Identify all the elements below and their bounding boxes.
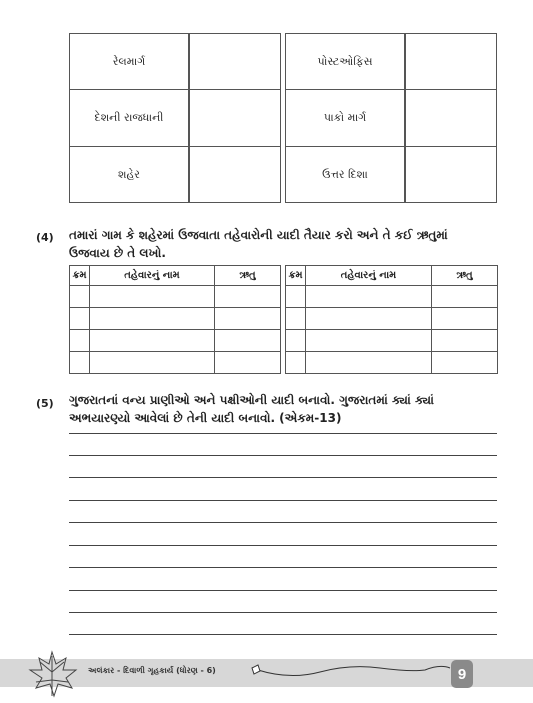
grid-blank-cell[interactable] [405, 146, 497, 203]
grid-label-cell [69, 146, 189, 203]
writing-line[interactable] [69, 455, 497, 456]
question-line: ગુજરાતનાં વન્ય પ્રાણીઓ અને પક્ષીઓની યાદી બનાવો. ગુજરાતમાં ક્યાં ક્યાં [69, 393, 434, 407]
col-header-season: ઋતુ [432, 266, 498, 286]
table-row[interactable] [70, 352, 281, 374]
writing-line[interactable] [69, 612, 497, 613]
grid-blank-cell[interactable] [189, 33, 281, 90]
writing-line[interactable] [69, 522, 497, 523]
grid-label: પોસ્ટઓફિસ [317, 54, 373, 68]
table-row[interactable] [286, 286, 498, 308]
grid-blank-cell[interactable] [405, 89, 497, 147]
col-header-festival: તહેવારનું નામ [90, 266, 215, 286]
writing-line[interactable] [69, 545, 497, 546]
question-line: ઉજવાય છે તે લખો. [69, 246, 166, 260]
maple-leaf-illustration [22, 648, 82, 700]
grid-label: દેશની રાજધાની [94, 111, 164, 124]
grid-blank-cell[interactable] [189, 146, 281, 203]
grid-label-cell [285, 89, 405, 147]
col-header-serial: ક્રમ [286, 266, 306, 286]
table-row[interactable] [286, 352, 498, 374]
writing-line[interactable] [69, 433, 497, 434]
festival-table-left [69, 265, 281, 374]
grid-label-cell [285, 146, 405, 203]
grid-label: શહેર [118, 167, 140, 181]
col-header-season: ઋતુ [215, 266, 281, 286]
writing-line[interactable] [69, 567, 497, 568]
string-phone-illustration [250, 650, 455, 690]
grid-label: રેલમાર્ગ [112, 54, 146, 68]
col-header-serial: ક્રમ [70, 266, 90, 286]
table-row[interactable] [286, 308, 498, 330]
grid-label-cell [69, 33, 189, 90]
footer-text: અલંકાર - દિવાળી ગૃહકાર્ય (ધોરણ - 6) [88, 666, 216, 675]
question-line: તમારાં ગામ કે શહેરમાં ઉજવાતા તહેવારોની યાદી તૈયાર કરો અને તે કઈ ઋતુમાં [69, 228, 448, 242]
col-header-festival: તહેવારનું નામ [306, 266, 432, 286]
writing-line[interactable] [69, 590, 497, 591]
writing-line[interactable] [69, 500, 497, 501]
grid-blank-cell[interactable] [189, 89, 281, 147]
writing-line[interactable] [69, 477, 497, 478]
question-text [69, 226, 509, 262]
table-row[interactable] [70, 330, 281, 352]
grid-blank-cell[interactable] [405, 33, 497, 90]
grid-label: ઉત્તર દિશા [322, 167, 368, 181]
table-row[interactable] [286, 330, 498, 352]
question-line: અભયારણ્યો આવેલાં છે તેની યાદી બનાવો. (એકમ-13) [69, 411, 342, 425]
table-row[interactable] [70, 286, 281, 308]
grid-label: પાકો માર્ગ [323, 111, 367, 124]
question-number: (5) [36, 397, 54, 410]
grid-label-cell [285, 33, 405, 90]
page-number: 9 [451, 660, 473, 688]
question-text [69, 391, 509, 427]
grid-label-cell [69, 89, 189, 147]
writing-line[interactable] [69, 634, 497, 635]
table-row[interactable] [70, 308, 281, 330]
festival-table-right [285, 265, 498, 374]
question-number: (4) [36, 231, 54, 244]
